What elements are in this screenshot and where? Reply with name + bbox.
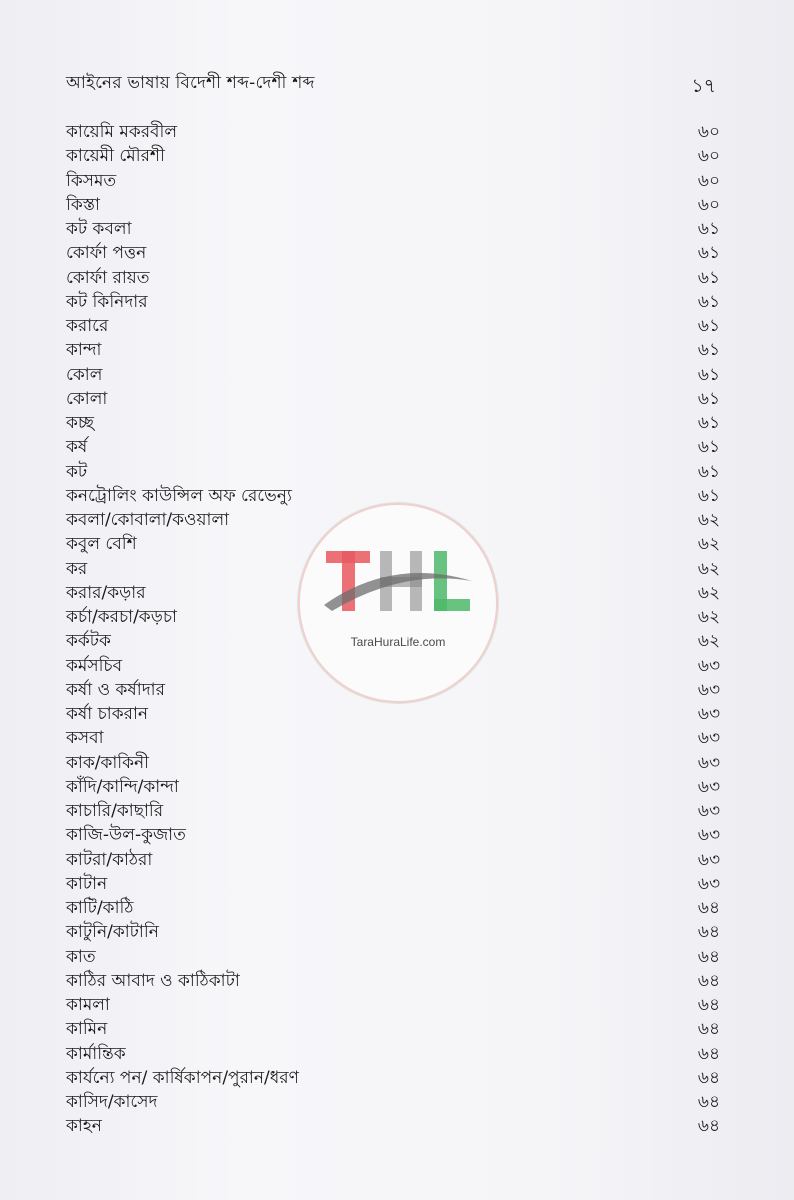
entry-term: করারে	[66, 316, 109, 336]
index-entry	[66, 411, 720, 435]
entry-page-number: ৬৩	[697, 728, 720, 749]
entry-page-number: ৬০	[697, 170, 720, 191]
entry-term: কোলা	[66, 388, 108, 409]
entry-page-number: ৬১	[697, 219, 720, 239]
entry-page-number: ৬২	[697, 582, 720, 603]
entry-page-number: ৬১	[697, 437, 720, 458]
entry-term: কোল	[66, 364, 103, 385]
entry-page-number: ৬২	[697, 631, 720, 652]
entry-term: কার্মান্তিক	[66, 1043, 126, 1064]
entry-page-number: ৬৩	[697, 825, 720, 846]
index-entry	[66, 241, 720, 265]
page-number: ১৭	[691, 75, 716, 97]
entry-term: কসবা	[66, 728, 104, 749]
running-header	[66, 70, 716, 100]
entry-term: কর্ষা ও কর্ষাদার	[66, 679, 165, 700]
thl-logo-icon	[322, 547, 474, 617]
entry-term: কাহন	[66, 1116, 102, 1137]
entry-term: কনট্রোলিং কাউন্সিল অফ রেভেন্যু	[66, 485, 292, 506]
entry-term: করার/কড়ার	[66, 582, 146, 603]
entry-term: কট	[66, 461, 88, 482]
watermark-url: TaraHuraLife.com	[350, 635, 446, 649]
index-entry	[66, 775, 720, 799]
entry-page-number: ৬১	[697, 364, 720, 385]
entry-term: কাটি/কাঠি	[66, 898, 134, 918]
entry-page-number: ৬৪	[697, 1116, 720, 1137]
watermark-logo	[298, 503, 498, 703]
index-entry	[66, 290, 720, 314]
index-entry	[66, 945, 720, 969]
index-entry	[66, 1017, 720, 1041]
entry-page-number: ৬৩	[697, 776, 720, 797]
index-entry	[66, 969, 720, 993]
entry-term: কাত	[66, 946, 96, 967]
entry-term: কাসিদ/কাসেদ	[66, 1092, 158, 1112]
entry-page-number: ৬৩	[697, 849, 720, 870]
index-entry	[66, 338, 720, 362]
entry-page-number: ৬২	[697, 558, 720, 579]
index-entry	[66, 120, 720, 144]
entry-term: কায়েমী মৌরশী	[66, 146, 165, 167]
entry-term: কাটরা/কাঠরা	[66, 849, 153, 870]
chapter-title: আইনের ভাষায় বিদেশী শব্দ-দেশী শব্দ	[66, 73, 315, 93]
entry-term: কচ্ছ	[66, 413, 94, 433]
entry-term: কামিন	[66, 1019, 108, 1040]
entry-term: কবুল বেশি	[66, 534, 137, 555]
index-entry	[66, 266, 720, 290]
index-entry	[66, 363, 720, 387]
entry-term: কায়েমি মকরবীল	[66, 122, 178, 142]
entry-page-number: ৬২	[697, 534, 720, 555]
index-entry	[66, 1114, 720, 1138]
entry-page-number: ৬৩	[697, 679, 720, 700]
entry-term: কর্কটক	[66, 631, 111, 652]
entry-term: কিসমত	[66, 170, 117, 191]
entry-page-number: ৬৪	[697, 946, 720, 967]
entry-page-number: ৬৪	[697, 922, 720, 943]
entry-page-number: ৬৪	[697, 1067, 720, 1088]
entry-term: কর্চা/করচা/কড়চা	[66, 607, 177, 627]
index-entry	[66, 848, 720, 872]
entry-term: কান্দা	[66, 340, 102, 361]
entry-page-number: ৬৩	[697, 801, 720, 821]
index-entry	[66, 920, 720, 944]
entry-term: কাজি-উল-কুজাত	[66, 825, 186, 846]
index-entry	[66, 217, 720, 241]
entry-page-number: ৬১	[697, 485, 720, 506]
entry-page-number: ৬২	[697, 607, 720, 627]
entry-page-number: ৬৩	[697, 655, 720, 676]
entry-page-number: ৬১	[697, 340, 720, 361]
index-entry	[66, 435, 720, 459]
index-entry	[66, 799, 720, 823]
entry-term: কোর্ফা পত্তন	[66, 243, 147, 264]
index-entry	[66, 823, 720, 847]
index-entry	[66, 751, 720, 775]
entry-term: কার্যন্যে পন/ কার্ষিকাপন/পুরান/ধরণ	[66, 1067, 299, 1088]
entry-term: কিস্তা	[66, 194, 100, 215]
entry-page-number: ৬১	[697, 267, 720, 288]
entry-page-number: ৬৪	[697, 970, 720, 991]
entry-page-number: ৬৩	[697, 752, 720, 773]
entry-term: কাচারি/কাছারি	[66, 801, 164, 821]
entry-term: কাটুনি/কাটানি	[66, 922, 159, 943]
index-entry	[66, 702, 720, 726]
entry-page-number: ৬০	[697, 122, 720, 142]
entry-page-number: ৬৩	[697, 704, 720, 724]
entry-page-number: ৬১	[697, 291, 720, 312]
entry-term: কর্ষা চাকরান	[66, 704, 149, 724]
index-entry	[66, 726, 720, 750]
entry-page-number: ৬৩	[697, 873, 720, 894]
entry-page-number: ৬৪	[697, 898, 720, 918]
entry-term: কাটান	[66, 873, 108, 894]
entry-page-number: ৬২	[697, 510, 720, 530]
entry-page-number: ৬১	[697, 243, 720, 264]
entry-term: কর্মসচিব	[66, 655, 123, 676]
entry-page-number: ৬৪	[697, 995, 720, 1015]
index-entry	[66, 993, 720, 1017]
entry-term: কোর্ফা রায়ত	[66, 267, 150, 288]
entry-term: কাঁদি/কান্দি/কান্দা	[66, 776, 179, 797]
entry-page-number: ৬১	[697, 388, 720, 409]
entry-page-number: ৬০	[697, 146, 720, 167]
index-entry	[66, 896, 720, 920]
entry-term: কাঠির আবাদ ও কাঠিকাটা	[66, 970, 240, 991]
entry-page-number: ৬১	[697, 461, 720, 482]
entry-page-number: ৬৪	[697, 1019, 720, 1040]
entry-term: কর	[66, 558, 88, 579]
index-entry	[66, 387, 720, 411]
entry-page-number: ৬১	[697, 316, 720, 336]
entry-term: কট কবলা	[66, 219, 132, 239]
entry-page-number: ৬১	[697, 413, 720, 433]
index-entry	[66, 144, 720, 168]
entry-page-number: ৬৪	[697, 1092, 720, 1112]
entry-page-number: ৬০	[697, 194, 720, 215]
index-entry	[66, 193, 720, 217]
entry-term: কর্ষ	[66, 437, 88, 458]
index-entry	[66, 169, 720, 193]
index-entry	[66, 872, 720, 896]
entry-term: কট কিনিদার	[66, 291, 148, 312]
index-entry	[66, 460, 720, 484]
entry-term: কামলা	[66, 995, 110, 1015]
entry-page-number: ৬৪	[697, 1043, 720, 1064]
index-entry	[66, 1066, 720, 1090]
index-entry	[66, 314, 720, 338]
entry-term: কাক/কাকিনী	[66, 752, 150, 773]
index-entry	[66, 1042, 720, 1066]
index-entry	[66, 1090, 720, 1114]
entry-term: কবলা/কোবালা/কওয়ালা	[66, 510, 230, 530]
